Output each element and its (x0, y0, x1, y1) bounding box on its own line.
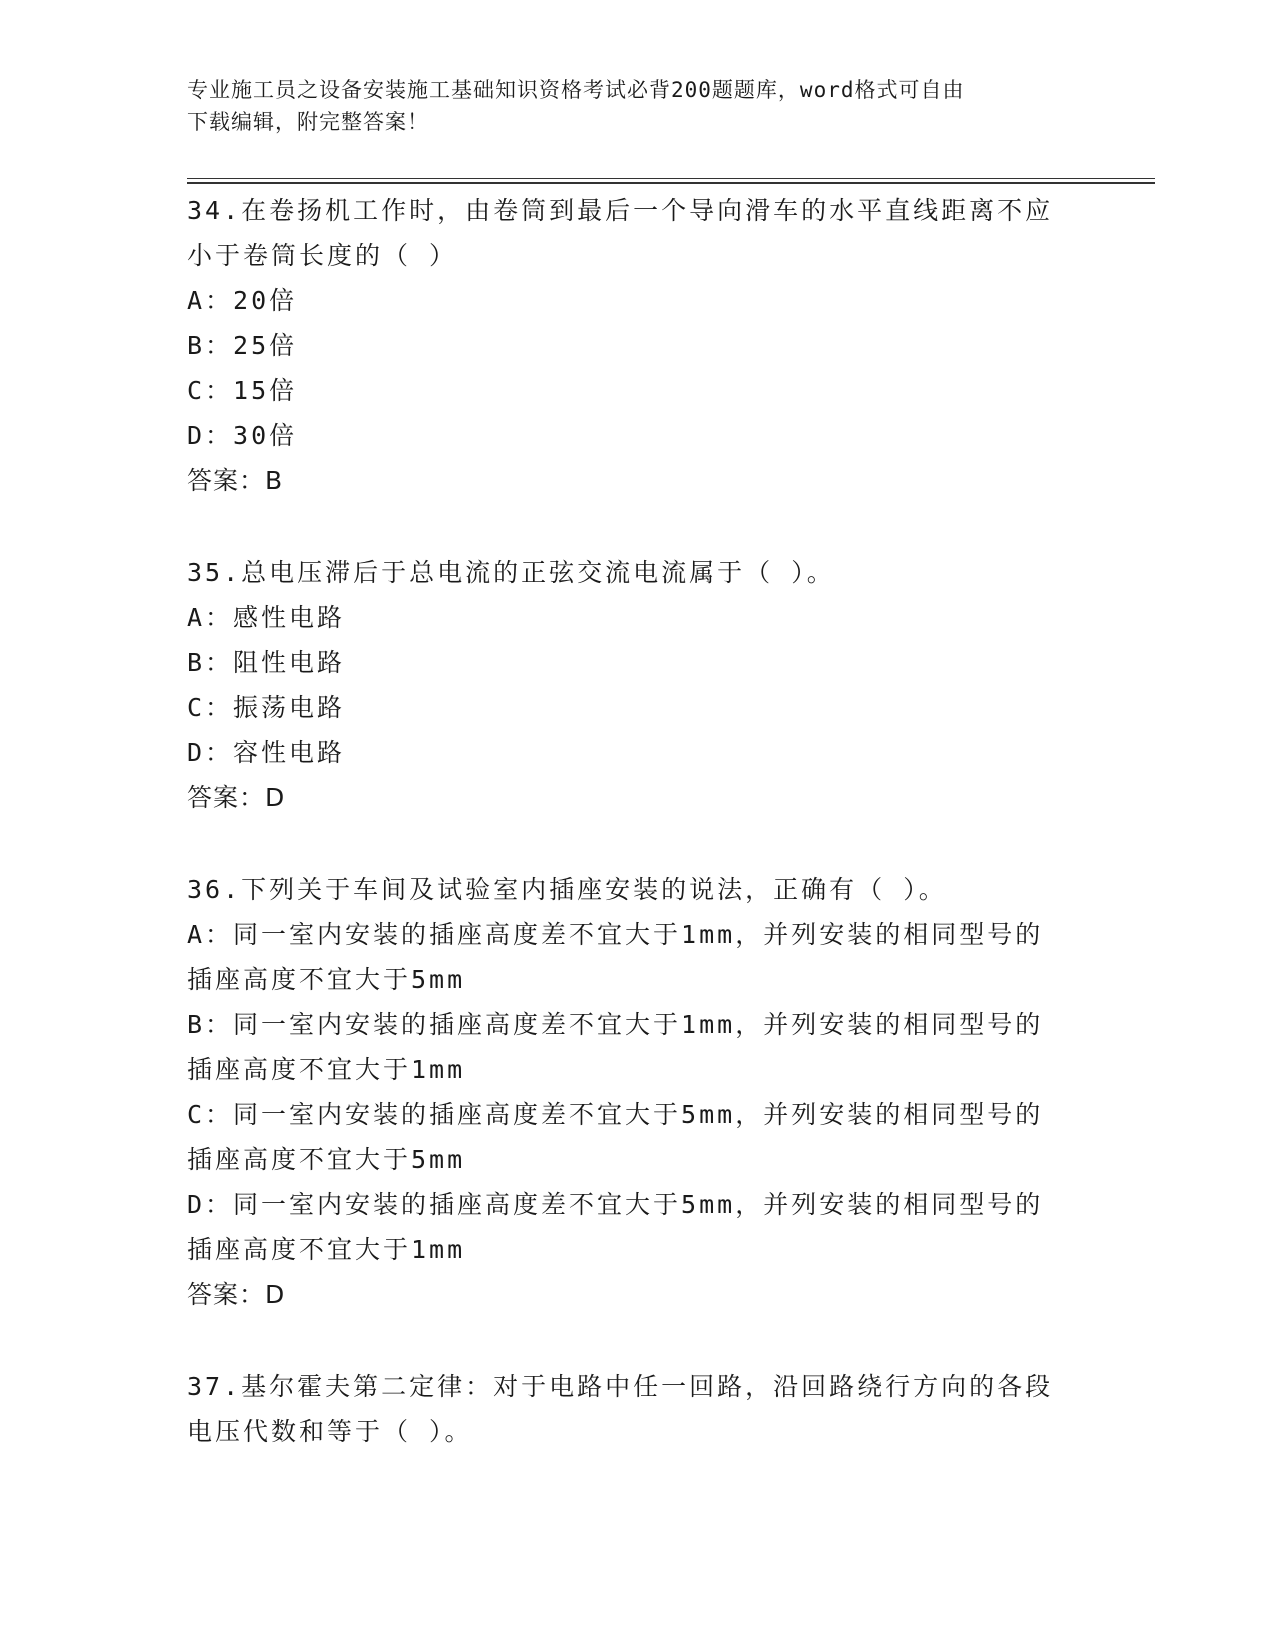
option-c: C：振荡电路 (187, 693, 346, 722)
question-35 (187, 550, 1087, 820)
document-header (187, 74, 1087, 138)
option-d-continued: 插座高度不宜大于1mm (187, 1235, 466, 1264)
option-d: D：同一室内安装的插座高度差不宜大于5mm，并列安装的相同型号的 (187, 1190, 1044, 1219)
spacer (187, 1317, 1087, 1364)
header-divider-thin (187, 178, 1155, 179)
option-a: A：感性电路 (187, 603, 346, 632)
question-stem: 小于卷筒长度的（ ） (187, 241, 458, 270)
option-b: B：25倍 (187, 331, 298, 360)
header-divider-thick (187, 182, 1155, 184)
option-b: B：阻性电路 (187, 648, 346, 677)
option-c: C：15倍 (187, 376, 298, 405)
spacer (187, 503, 1087, 550)
spacer (187, 820, 1087, 867)
answer: 答案：D (187, 1280, 286, 1309)
question-stem: 电压代数和等于（ ）。 (187, 1417, 473, 1446)
answer: 答案：D (187, 783, 286, 812)
question-list (187, 188, 1087, 1454)
question-stem: 35.总电压滞后于总电流的正弦交流电流属于（ ）。 (187, 558, 835, 587)
option-a-continued: 插座高度不宜大于5mm (187, 965, 466, 994)
option-c: C：同一室内安装的插座高度差不宜大于5mm，并列安装的相同型号的 (187, 1100, 1044, 1129)
question-stem: 37.基尔霍夫第二定律：对于电路中任一回路，沿回路绕行方向的各段 (187, 1372, 1054, 1401)
option-a: A：20倍 (187, 286, 298, 315)
question-stem: 36.下列关于车间及试验室内插座安装的说法，正确有（ ）。 (187, 875, 947, 904)
header-line-2: 下载编辑，附完整答案！ (187, 110, 429, 134)
option-a: A：同一室内安装的插座高度差不宜大于1mm，并列安装的相同型号的 (187, 920, 1044, 949)
answer: 答案：B (187, 466, 284, 495)
question-stem: 34.在卷扬机工作时，由卷筒到最后一个导向滑车的水平直线距离不应 (187, 196, 1054, 225)
option-b: B：同一室内安装的插座高度差不宜大于1mm，并列安装的相同型号的 (187, 1010, 1044, 1039)
option-c-continued: 插座高度不宜大于5mm (187, 1145, 466, 1174)
option-d: D：容性电路 (187, 738, 346, 767)
question-37 (187, 1364, 1087, 1454)
option-b-continued: 插座高度不宜大于1mm (187, 1055, 466, 1084)
option-d: D：30倍 (187, 421, 298, 450)
question-34 (187, 188, 1087, 503)
question-36 (187, 867, 1087, 1317)
header-line-1: 专业施工员之设备安装施工基础知识资格考试必背200题题库，word格式可自由 (187, 78, 965, 102)
